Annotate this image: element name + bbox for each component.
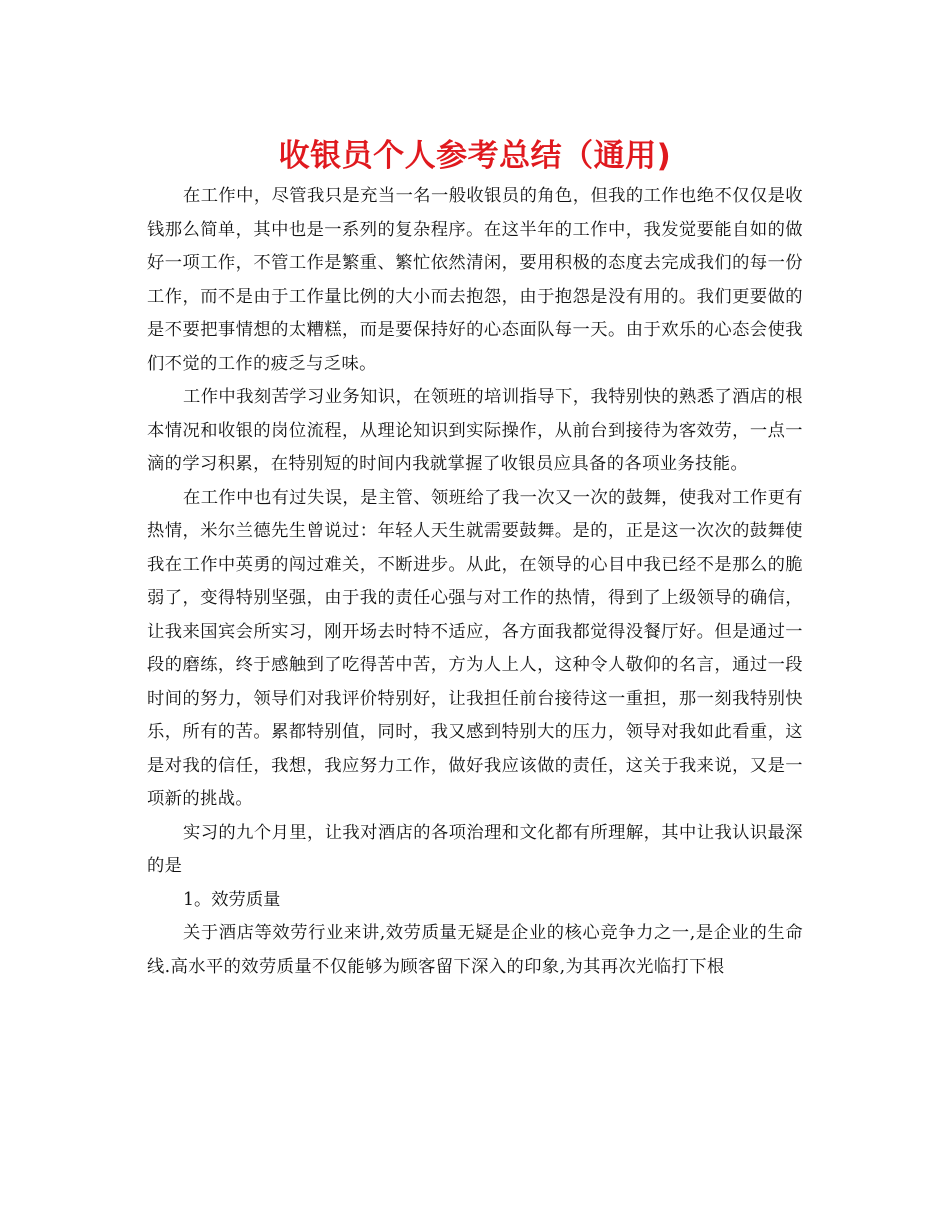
section-paragraph: 关于酒店等效劳行业来讲,效劳质量无疑是企业的核心竞争力之一,是企业的生命线.高水平的效劳质量不仅能够为顾客留下深入的印象,为其再次光临打下根 xyxy=(147,923,803,977)
paragraph-4: 实习的九个月里，让我对酒店的各项治理和文化都有所理解，其中让我认识最深的是 xyxy=(147,822,803,876)
document-body xyxy=(147,180,803,984)
paragraph-2: 工作中我刻苦学习业务知识，在领班的培训指导下，我特别快的熟悉了酒店的根本情况和收银的岗位流程，从理论知识到实际操作，从前台到接待为客效劳，一点一滴的学习积累，在特别短的时间内我就掌握了收银员应具备的各项业务技能。 xyxy=(147,387,803,474)
document-title: 收银员个人参考总结（通用) xyxy=(278,138,672,174)
paragraph-1: 在工作中，尽管我只是充当一名一般收银员的角色，但我的工作也绝不仅仅是收钱那么简单，其中也是一系列的复杂程序。在这半年的工作中，我发觉要能自如的做好一项工作，不管工作是繁重、繁忙依然清闲，要用积极的态度去完成我们的每一份工作，而不是由于工作量比例的大小而去抱怨，由于抱怨是没有用的。我们更要做的是不要把事情想的太糟糕，而是要保持好的心态面队每一天。由于欢乐的心态会使我们不觉的工作的疲乏与乏味。 xyxy=(147,186,803,374)
section-heading: 1。效劳质量 xyxy=(183,889,281,910)
paragraph-3: 在工作中也有过失误，是主管、领班给了我一次又一次的鼓舞，使我对工作更有热情，米尔兰德先生曾说过：年轻人天生就需要鼓舞。是的，正是这一次次的鼓舞使我在工作中英勇的闯过难关，不断进步。从此，在领导的心目中我已经不是那么的脆弱了，变得特别坚强，由于我的责任心强与对工作的热情，得到了上级领导的确信，让我来国宾会所实习，刚开场去时特不适应，各方面我都觉得没餐厅好。但是通过一段的磨练，终于感触到了吃得苦中苦，方为人上人，这种令人敬仰的名言，通过一段时间的努力，领导们对我评价特别好，让我担任前台接待这一重担，那一刻我特别快乐，所有的苦。累都特别值，同时，我又感到特别大的压力，领导对我如此看重，这是对我的信任，我想，我应努力工作，做好我应该做的责任，这关于我来说，又是一项新的挑战。 xyxy=(147,487,803,809)
